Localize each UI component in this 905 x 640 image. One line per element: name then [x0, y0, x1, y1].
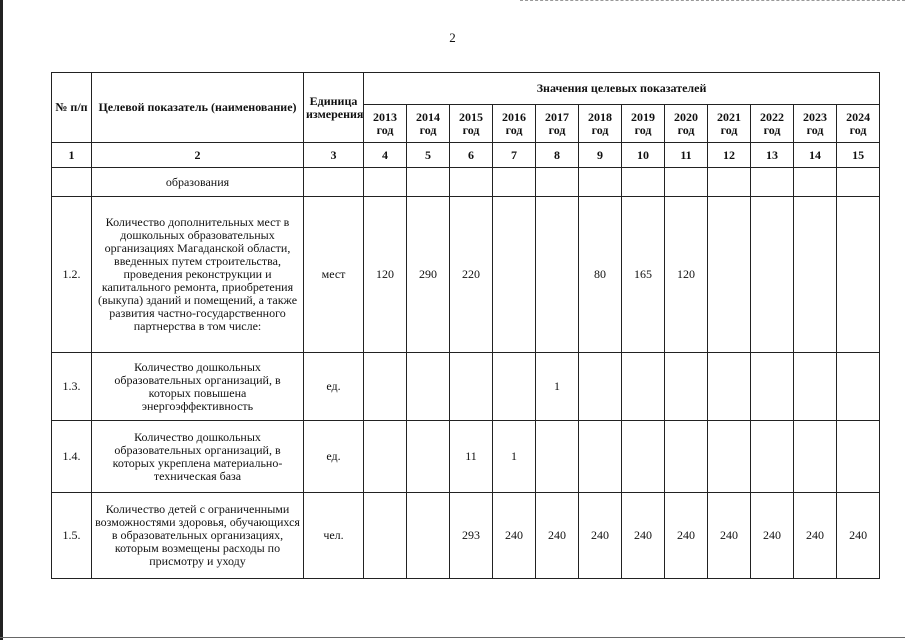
indicator-name: Количество дополнительных мест в дошкольных образовательных организациях Магаданской области, введенных путем строительства, проведения реконструкции и капитального ремонта, приобретения (выкупа) зданий и помещений, а также развития частно-государственного партнерства в том числе:	[92, 197, 304, 353]
value-cell: 240	[794, 493, 837, 579]
header-num: № п/п	[52, 73, 92, 143]
value-cell	[622, 353, 665, 421]
column-number: 5	[407, 143, 450, 168]
value-cell: 120	[665, 197, 708, 353]
column-number: 12	[708, 143, 751, 168]
continuation-text: образования	[92, 168, 304, 197]
empty-cell	[579, 168, 622, 197]
header-year: 2020 год	[665, 105, 708, 143]
empty-cell	[364, 168, 407, 197]
column-number: 11	[665, 143, 708, 168]
value-cell	[407, 353, 450, 421]
scan-bottom-rule	[0, 637, 905, 638]
value-cell: 1	[493, 421, 536, 493]
value-cell: 240	[665, 493, 708, 579]
value-cell: 240	[622, 493, 665, 579]
value-cell	[493, 197, 536, 353]
value-cell	[837, 353, 880, 421]
header-year: 2014 год	[407, 105, 450, 143]
column-number: 10	[622, 143, 665, 168]
value-cell	[751, 421, 794, 493]
value-cell: 293	[450, 493, 493, 579]
column-number: 8	[536, 143, 579, 168]
value-cell: 240	[751, 493, 794, 579]
empty-cell	[794, 168, 837, 197]
empty-cell	[450, 168, 493, 197]
column-number: 1	[52, 143, 92, 168]
header-year: 2023 год	[794, 105, 837, 143]
value-cell	[536, 197, 579, 353]
table-row	[52, 493, 880, 579]
scan-top-rule	[520, 0, 905, 2]
column-number: 15	[837, 143, 880, 168]
column-number: 3	[304, 143, 364, 168]
value-cell: 11	[450, 421, 493, 493]
value-cell	[751, 353, 794, 421]
column-number: 6	[450, 143, 493, 168]
empty-cell	[304, 168, 364, 197]
value-cell	[837, 197, 880, 353]
unit-cell: чел.	[304, 493, 364, 579]
header-year: 2019 год	[622, 105, 665, 143]
value-cell	[708, 421, 751, 493]
empty-cell	[407, 168, 450, 197]
value-cell	[579, 421, 622, 493]
data-rows	[52, 197, 880, 579]
value-cell	[837, 421, 880, 493]
indicator-name: Количество дошкольных образовательных организаций, в которых повышена энергоэффективность	[92, 353, 304, 421]
empty-cell	[751, 168, 794, 197]
empty-cell	[837, 168, 880, 197]
column-number: 9	[579, 143, 622, 168]
header-year: 2021 год	[708, 105, 751, 143]
value-cell	[794, 353, 837, 421]
value-cell	[708, 197, 751, 353]
header-year: 2024 год	[837, 105, 880, 143]
empty-cell	[536, 168, 579, 197]
table-row	[52, 197, 880, 353]
header-year: 2016 год	[493, 105, 536, 143]
row-number: 1.2.	[52, 197, 92, 353]
value-cell: 240	[493, 493, 536, 579]
empty-cell	[493, 168, 536, 197]
table-row	[52, 421, 880, 493]
header-unit: Единица измерения	[304, 73, 364, 143]
column-number: 13	[751, 143, 794, 168]
value-cell: 220	[450, 197, 493, 353]
header-year: 2018 год	[579, 105, 622, 143]
value-cell: 290	[407, 197, 450, 353]
header-year: 2017 год	[536, 105, 579, 143]
empty-cell	[708, 168, 751, 197]
value-cell: 240	[708, 493, 751, 579]
continuation-row	[52, 168, 880, 197]
value-cell	[579, 353, 622, 421]
value-cell: 240	[536, 493, 579, 579]
value-cell	[364, 353, 407, 421]
value-cell	[493, 353, 536, 421]
value-cell	[665, 421, 708, 493]
continuation-num	[52, 168, 92, 197]
column-number: 7	[493, 143, 536, 168]
value-cell	[708, 353, 751, 421]
value-cell: 165	[622, 197, 665, 353]
value-cell	[665, 353, 708, 421]
unit-cell: ед.	[304, 421, 364, 493]
row-number: 1.4.	[52, 421, 92, 493]
header-year: 2013 год	[364, 105, 407, 143]
unit-cell: ед.	[304, 353, 364, 421]
value-cell: 80	[579, 197, 622, 353]
table-row	[52, 353, 880, 421]
value-cell	[407, 421, 450, 493]
page-number: 2	[449, 30, 456, 45]
value-cell: 120	[364, 197, 407, 353]
unit-cell: мест	[304, 197, 364, 353]
header-year: 2022 год	[751, 105, 794, 143]
empty-cell	[622, 168, 665, 197]
row-number: 1.3.	[52, 353, 92, 421]
empty-cell	[665, 168, 708, 197]
value-cell	[794, 421, 837, 493]
indicator-name: Количество дошкольных образовательных организаций, в которых укреплена материально-техническая база	[92, 421, 304, 493]
value-cell	[364, 493, 407, 579]
indicator-name: Количество детей с ограниченными возможностями здоровья, обучающихся в образовательных организациях, которым возмещены расходы по присмотру и уходу	[92, 493, 304, 579]
value-cell	[751, 197, 794, 353]
header-row-top	[52, 73, 880, 105]
value-cell	[794, 197, 837, 353]
value-cell	[450, 353, 493, 421]
header-indicator: Целевой показатель (наименование)	[92, 73, 304, 143]
row-number: 1.5.	[52, 493, 92, 579]
value-cell: 240	[837, 493, 880, 579]
value-cell: 1	[536, 353, 579, 421]
column-number: 4	[364, 143, 407, 168]
header-year: 2015 год	[450, 105, 493, 143]
value-cell: 240	[579, 493, 622, 579]
scan-left-edge	[0, 0, 3, 640]
column-number: 14	[794, 143, 837, 168]
target-indicators-table	[51, 72, 880, 579]
value-cell	[364, 421, 407, 493]
value-cell	[407, 493, 450, 579]
column-number-row	[52, 143, 880, 168]
column-number: 2	[92, 143, 304, 168]
header-values: Значения целевых показателей	[364, 73, 880, 105]
value-cell	[536, 421, 579, 493]
value-cell	[622, 421, 665, 493]
